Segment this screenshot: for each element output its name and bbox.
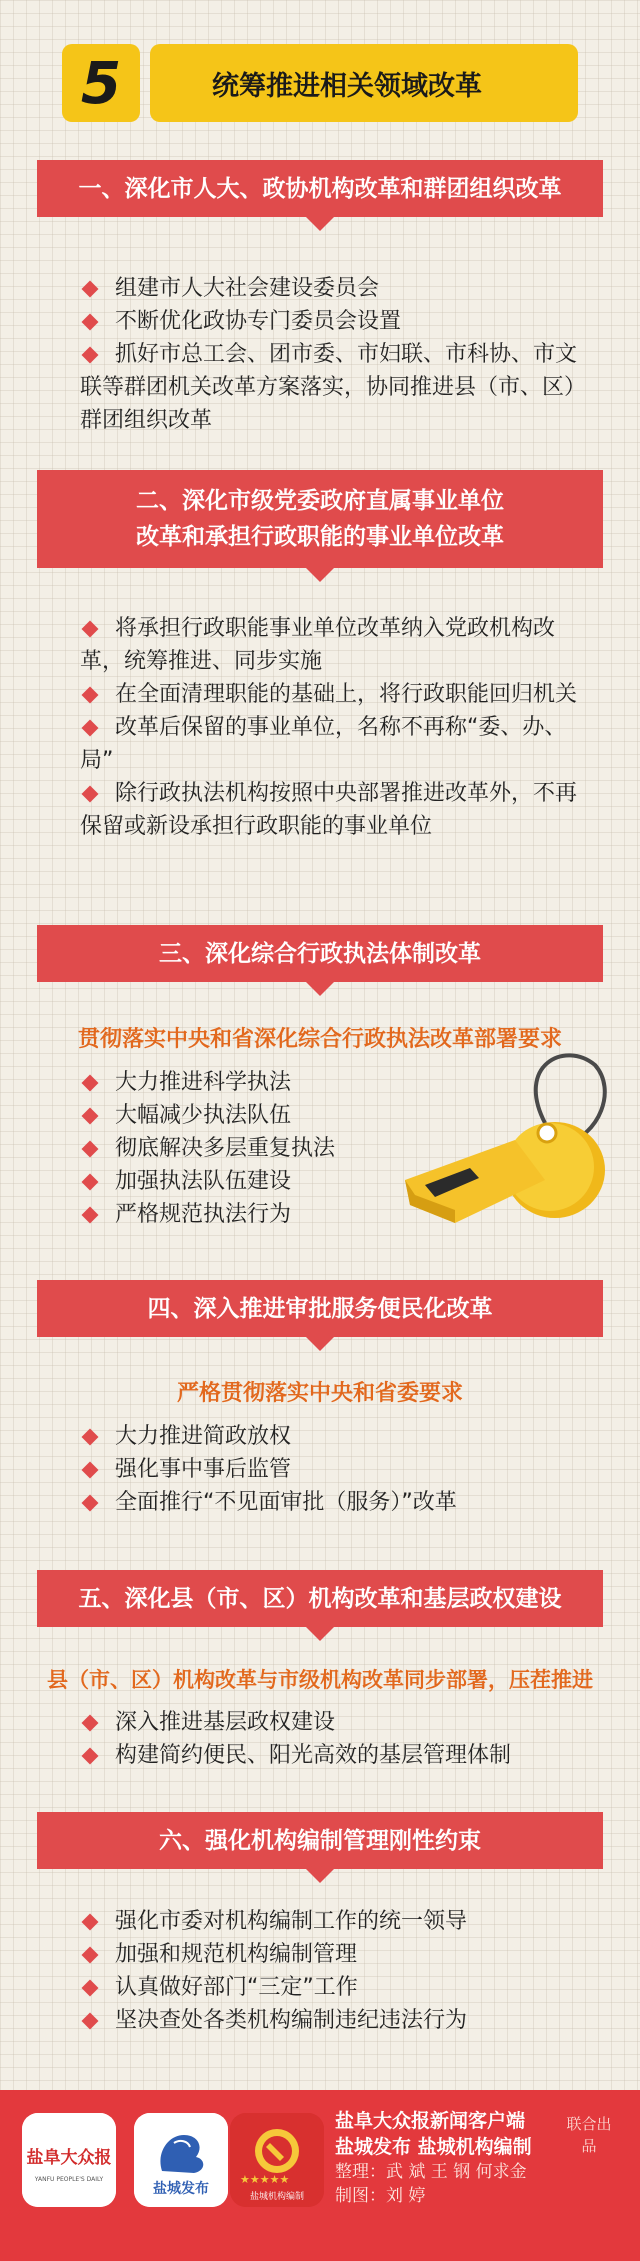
diamond-bullet-icon xyxy=(82,1429,99,1446)
section-3-title: 三、深化综合行政执法体制改革 xyxy=(159,940,481,967)
section-5-list xyxy=(80,1706,580,1772)
joint-production-label: 联合出品 xyxy=(566,2115,612,2155)
list-item: 加强和规范机构编制管理 xyxy=(80,1938,580,1971)
diamond-bullet-icon xyxy=(82,1141,99,1158)
section-6-list xyxy=(80,1905,580,2037)
list-item: 强化市委对机构编制工作的统一领导 xyxy=(80,1905,580,1938)
yancheng-fabu-logo-text: 盐城发布 xyxy=(153,2181,209,2197)
page-title: 统筹推进相关领域改革 xyxy=(150,44,578,122)
list-item: 认真做好部门“三定”工作 xyxy=(80,1971,580,2004)
jigou-bianzhi-logo xyxy=(230,2113,324,2207)
section-3-banner xyxy=(37,925,603,982)
diamond-bullet-icon xyxy=(82,621,99,638)
publisher-line-1: 盐阜大众报新闻客户端 xyxy=(335,2110,526,2132)
section-5-subhead: 县（市、区）机构改革与市级机构改革同步部署，压茬推进 xyxy=(47,1668,593,1692)
yancheng-fabu-logo-mark xyxy=(134,2113,228,2207)
diamond-bullet-icon xyxy=(82,1075,99,1092)
dazhong-logo-en-text: YANFU PEOPLE'S DAILY xyxy=(34,2176,104,2183)
diamond-bullet-icon xyxy=(82,720,99,737)
list-item: 坚决查处各类机构编制违纪违法行为 xyxy=(80,2004,580,2037)
list-item: 彻底解决多层重复执法 xyxy=(80,1132,400,1165)
section-6-title: 六、强化机构编制管理刚性约束 xyxy=(159,1827,481,1854)
section-5-banner xyxy=(37,1570,603,1627)
diamond-bullet-icon xyxy=(82,1914,99,1931)
list-item: 大幅减少执法队伍 xyxy=(80,1099,400,1132)
jigou-bianzhi-logo-mark xyxy=(230,2113,324,2207)
diamond-bullet-icon xyxy=(82,1980,99,1997)
diamond-bullet-icon xyxy=(82,281,99,298)
whistle-ring xyxy=(538,1124,556,1142)
section-1-banner xyxy=(37,160,603,217)
section-6-banner xyxy=(37,1812,603,1869)
section-5-title: 五、深化县（市、区）机构改革和基层政权建设 xyxy=(78,1585,562,1612)
footer-credits xyxy=(335,2108,532,2208)
dazhong-logo-cn-text: 盐阜大众报 xyxy=(26,2148,112,2168)
section-3-list xyxy=(80,1066,400,1231)
section-2-list xyxy=(80,612,580,843)
section-1-title: 一、深化市人大、政协机构改革和群团组织改革 xyxy=(78,175,562,202)
section-number: 5 xyxy=(80,49,122,117)
list-item: 在全面清理职能的基础上，将行政职能回归机关 xyxy=(80,678,580,711)
diamond-bullet-icon xyxy=(82,314,99,331)
diamond-bullet-icon xyxy=(82,1715,99,1732)
list-item: 不断优化政协专门委员会设置 xyxy=(80,305,580,338)
section-2-title-line-2: 改革和承担行政职能的事业单位改革 xyxy=(136,524,504,550)
diamond-bullet-icon xyxy=(82,687,99,704)
publisher-line-2: 盐城发布 盐城机构编制 xyxy=(335,2136,532,2158)
section-2-title-line-1: 二、深化市级党委政府直属事业单位 xyxy=(136,488,504,514)
jigou-bianzhi-logo-text: 盐城机构编制 xyxy=(249,2192,305,2202)
diamond-bullet-icon xyxy=(82,1207,99,1224)
section-number-badge xyxy=(62,44,140,122)
diamond-bullet-icon xyxy=(82,1108,99,1125)
diamond-bullet-icon xyxy=(82,786,99,803)
section-4-list xyxy=(80,1420,580,1519)
section-4-title: 四、深入推进审批服务便民化改革 xyxy=(147,1295,493,1322)
whistle-icon xyxy=(395,1045,610,1235)
diamond-bullet-icon xyxy=(82,1174,99,1191)
drawing-credits: 制图：刘 婷 xyxy=(335,2186,426,2206)
list-item: 组建市人大社会建设委员会 xyxy=(80,272,580,305)
list-item: 改革后保留的事业单位，名称不再称“委、办、局” xyxy=(80,715,567,773)
list-item: 大力推进简政放权 xyxy=(80,1420,580,1453)
dazhong-logo xyxy=(22,2113,116,2207)
stars-row: ★★★★★ xyxy=(240,2173,290,2186)
diamond-bullet-icon xyxy=(82,1748,99,1765)
section-4-subhead: 严格贯彻落实中央和省委要求 xyxy=(176,1381,463,1406)
section-4-banner xyxy=(37,1280,603,1337)
list-item: 严格规范执法行为 xyxy=(80,1198,400,1231)
list-item: 加强执法队伍建设 xyxy=(80,1165,400,1198)
diamond-bullet-icon xyxy=(82,1462,99,1479)
list-item: 全面推行“不见面审批（服务）”改革 xyxy=(80,1486,580,1519)
list-item: 强化事中事后监管 xyxy=(80,1453,580,1486)
list-item: 抓好市总工会、团市委、市妇联、市科协、市文联等群团机关改革方案落实，协同推进县（市、区）群团组织改革 xyxy=(80,342,578,433)
diamond-bullet-icon xyxy=(82,2013,99,2030)
list-item: 除行政执法机构按照中央部署推进改革外，不再保留或新设承担行政职能的事业单位 xyxy=(80,781,578,839)
section-1-list xyxy=(80,272,580,437)
list-item: 构建简约便民、阳光高效的基层管理体制 xyxy=(80,1739,580,1772)
diamond-bullet-icon xyxy=(82,1495,99,1512)
section-2-banner xyxy=(37,470,603,568)
section-3-subhead: 贯彻落实中央和省深化综合行政执法改革部署要求 xyxy=(77,1027,562,1052)
diamond-bullet-icon xyxy=(82,1947,99,1964)
list-item: 深入推进基层政权建设 xyxy=(80,1706,580,1739)
list-item: 将承担行政职能事业单位改革纳入党政机构改革，统筹推进、同步实施 xyxy=(80,616,556,674)
diamond-bullet-icon xyxy=(82,347,99,364)
list-item: 大力推进科学执法 xyxy=(80,1066,400,1099)
editor-credits: 整理：武 斌 王 钢 何求金 xyxy=(335,2162,527,2182)
yancheng-fabu-logo xyxy=(134,2113,228,2207)
dazhong-logo-mark xyxy=(22,2113,116,2207)
